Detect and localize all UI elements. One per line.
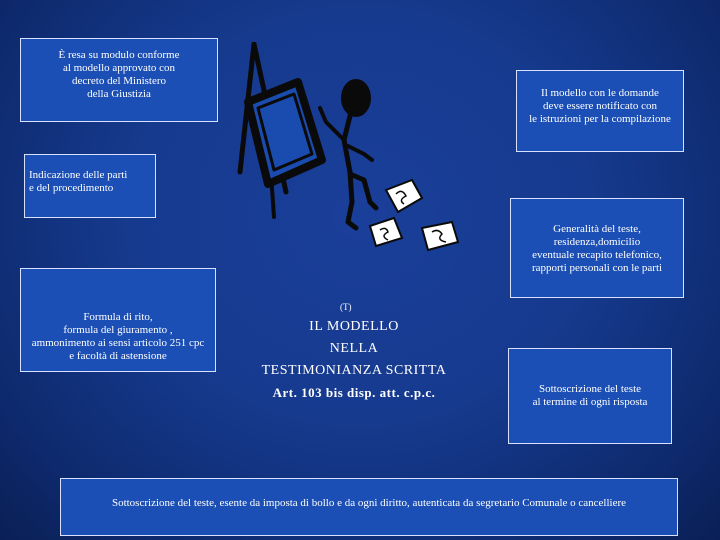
generalita-line: Generalità del teste, [553,223,641,235]
modello-notifica-box [516,70,684,152]
sottoscrizione-risposta-box [508,348,672,444]
page-title [236,316,472,404]
title-line: IL MODELLO [309,319,399,334]
title-article: Art. 103 bis disp. att. c.p.c. [272,385,436,400]
generalita-line: rapporti personali con le parti [531,262,663,274]
generalita-line: eventuale recapito telefonico, [532,249,662,261]
generalita-teste-box [510,198,684,298]
sottoscrizione-bottom-text: Sottoscrizione del teste, esente da imposta di bollo e da ogni diritto, autenticata da segretario Comunale o cancelliere [111,497,627,509]
modello-line: Il modello con le domande [541,87,659,99]
generalita-line: residenza,domicilio [553,236,641,248]
modello-line: deve essere notificato con [543,100,657,112]
sottoscrizione-autenticata-box [60,478,678,536]
parti-line: Indicazione delle parti [29,169,128,181]
decreto-line: decreto del Ministero [71,75,167,87]
formula-line: e facoltà di astensione [69,350,167,362]
title-note: (T) [340,302,352,312]
title-line: TESTIMONIANZA SCRITTA [261,363,447,378]
formula-rito-box [20,268,216,372]
parti-line: e del procedimento [29,182,114,194]
decreto-line: della Giustizia [87,88,151,100]
decreto-line: È resa su modulo conforme [58,49,180,61]
decreto-box [20,38,218,122]
formula-line: ammonimento ai sensi articolo 251 cpc [31,337,205,349]
modello-line: le istruzioni per la compilazione [529,113,671,125]
title-line: NELLA [329,341,379,356]
formula-line: formula del giuramento , [63,324,173,336]
sottoscrizione-line: Sottoscrizione del teste [538,383,642,395]
sottoscrizione-line: al termine di ogni risposta [532,396,648,408]
easel-painter-illustration [226,42,486,262]
formula-line: Formula di rito, [83,311,153,323]
indicazione-parti-box [24,154,156,218]
decreto-line: al modello approvato con [62,62,176,74]
